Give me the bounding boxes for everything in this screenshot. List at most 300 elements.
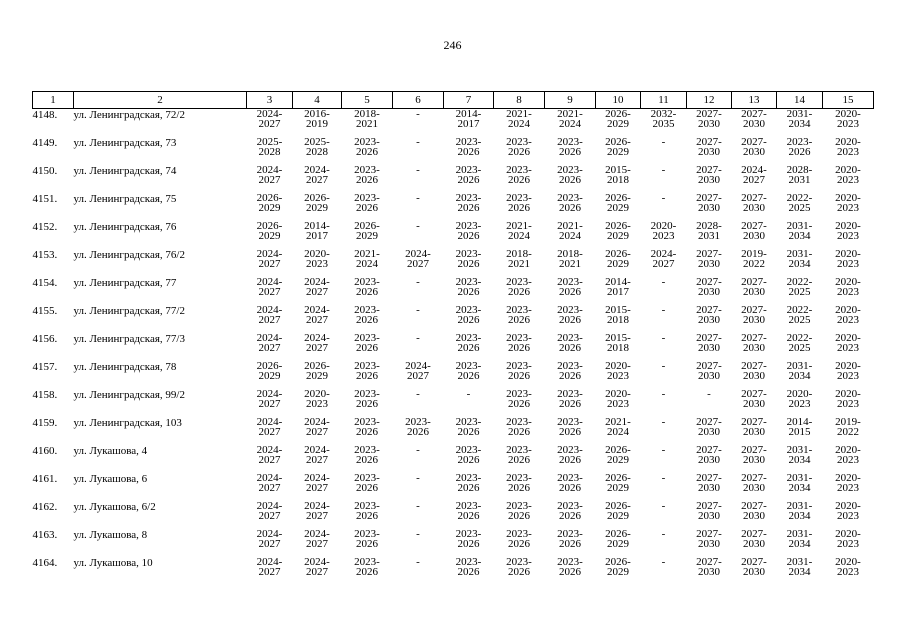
- period-line: 2027-: [741, 276, 767, 288]
- column-header: 14: [777, 92, 823, 109]
- period-line: -: [661, 192, 666, 204]
- period-line: -: [416, 332, 420, 344]
- period-cell: [823, 109, 874, 138]
- period-line: 2023: [607, 398, 629, 410]
- period-line: -: [661, 444, 666, 456]
- period-line: -: [416, 500, 420, 512]
- period-line: 2026-: [304, 360, 330, 372]
- period-line: 2024: [559, 118, 581, 130]
- period-line: 2024: [356, 258, 378, 270]
- period-line: 2030: [698, 510, 720, 522]
- row-number: 4163.: [32, 529, 58, 541]
- period-line: 2023: [837, 566, 859, 578]
- period-cell: [393, 165, 444, 193]
- period-line: 2029: [258, 370, 281, 382]
- table-row: [33, 165, 874, 193]
- period-cell: [545, 557, 596, 585]
- period-line: -: [416, 276, 420, 288]
- period-cell: [732, 137, 777, 165]
- period-cell: [342, 389, 393, 417]
- period-cell: [687, 361, 732, 389]
- period-line: 2026: [356, 398, 378, 410]
- period-line: -: [416, 556, 420, 568]
- period-line: 2023: [837, 398, 859, 410]
- period-cell: [393, 389, 444, 417]
- address-cell: ул. Лукашова, 8: [73, 529, 148, 541]
- column-header: 12: [687, 92, 732, 109]
- period-line: 2027: [258, 286, 281, 298]
- period-line: 2014-: [304, 220, 330, 232]
- period-line: 2023-: [557, 556, 583, 568]
- period-line: 2020-: [835, 500, 861, 512]
- period-line: 2029: [607, 482, 629, 494]
- period-cell: [687, 473, 732, 501]
- period-cell: [823, 445, 874, 473]
- period-line: 2023-: [354, 360, 380, 372]
- period-line: 2020-: [835, 556, 861, 568]
- period-line: 2027-: [741, 472, 767, 484]
- period-line: 2021-: [605, 416, 631, 428]
- period-line: 2027-: [696, 248, 722, 260]
- period-line: 2023: [837, 118, 859, 130]
- period-cell: [687, 389, 732, 417]
- period-line: -: [661, 304, 666, 316]
- period-cell: [444, 277, 494, 305]
- period-cell: [732, 305, 777, 333]
- period-line: 2026: [356, 286, 378, 298]
- period-line: 2023-: [506, 136, 532, 148]
- period-line: 2026: [457, 426, 480, 438]
- period-line: 2030: [743, 370, 765, 382]
- period-cell: [342, 221, 393, 249]
- period-cell: [545, 529, 596, 557]
- period-line: 2027: [306, 342, 328, 354]
- repair-schedule-table: [32, 91, 874, 585]
- period-cell: [293, 333, 342, 361]
- period-cell: [494, 557, 545, 585]
- period-cell: [596, 193, 641, 221]
- period-line: 2023-: [354, 556, 380, 568]
- period-line: 2021: [356, 118, 378, 130]
- period-line: 2026: [356, 426, 378, 438]
- period-line: 2026: [457, 314, 480, 326]
- address-cell: ул. Лукашова, 4: [73, 445, 148, 457]
- period-cell: [247, 529, 293, 557]
- period-cell: [732, 473, 777, 501]
- period-line: 2023: [837, 230, 859, 242]
- period-line: 2020-: [835, 304, 861, 316]
- period-line: 2023: [306, 258, 328, 270]
- period-line: -: [416, 164, 420, 176]
- period-line: 2024-: [256, 304, 283, 316]
- period-cell: [342, 361, 393, 389]
- period-line: 2023-: [557, 332, 583, 344]
- table-body: [33, 109, 874, 586]
- period-line: 2020-: [835, 444, 861, 456]
- period-cell: [293, 109, 342, 138]
- period-line: 2026: [508, 370, 530, 382]
- period-line: 2026: [457, 202, 480, 214]
- period-line: -: [416, 220, 420, 232]
- period-line: 2026: [457, 286, 480, 298]
- period-line: 2029: [306, 202, 328, 214]
- period-line: 2025-: [256, 136, 283, 148]
- period-line: 2030: [743, 510, 765, 522]
- period-line: 2026-: [256, 360, 283, 372]
- period-line: 2023-: [506, 472, 532, 484]
- row-number: 4155.: [32, 305, 58, 317]
- period-cell: [293, 529, 342, 557]
- period-line: -: [661, 472, 666, 484]
- period-line: 2024: [508, 118, 530, 130]
- period-cell: [777, 277, 823, 305]
- period-line: 2021: [559, 258, 581, 270]
- period-line: 2024-: [256, 332, 283, 344]
- period-line: 2027-: [696, 416, 722, 428]
- period-line: 2034: [788, 454, 811, 466]
- period-cell: [293, 389, 342, 417]
- period-cell: [444, 445, 494, 473]
- period-cell: [545, 389, 596, 417]
- period-line: 2023-: [354, 332, 380, 344]
- period-cell: [393, 529, 444, 557]
- period-line: 2022-: [786, 192, 813, 204]
- period-cell: [293, 305, 342, 333]
- period-cell: [494, 221, 545, 249]
- period-line: 2023: [837, 482, 859, 494]
- period-cell: [247, 361, 293, 389]
- period-line: 2035: [652, 118, 675, 130]
- period-line: 2024-: [256, 528, 283, 540]
- period-cell: [641, 501, 687, 529]
- period-line: 2026: [457, 230, 480, 242]
- period-cell: [641, 193, 687, 221]
- period-line: 2031-: [786, 472, 813, 484]
- period-line: 2024-: [304, 556, 330, 568]
- period-line: 2023-: [506, 416, 532, 428]
- period-line: 2029: [607, 230, 629, 242]
- period-cell: [494, 165, 545, 193]
- period-line: 2021: [508, 258, 530, 270]
- period-line: 2029: [306, 370, 328, 382]
- period-line: 2026: [559, 202, 581, 214]
- table-row: [33, 305, 874, 333]
- period-line: 2031-: [786, 556, 813, 568]
- period-line: 2030: [698, 314, 720, 326]
- row-number: 4160.: [32, 445, 58, 457]
- period-line: 2032-: [650, 108, 677, 120]
- period-line: 2027-: [696, 444, 722, 456]
- table-row: [33, 333, 874, 361]
- period-line: 2023-: [354, 304, 380, 316]
- period-cell: [596, 109, 641, 138]
- period-line: 2027: [258, 454, 281, 466]
- period-line: 2027-: [741, 416, 767, 428]
- period-line: 2018: [607, 342, 629, 354]
- period-line: 2020-: [304, 388, 330, 400]
- row-number: 4164.: [32, 557, 58, 569]
- period-cell: [687, 417, 732, 445]
- period-line: 2017: [306, 230, 328, 242]
- period-cell: [342, 305, 393, 333]
- period-line: 2024-: [304, 528, 330, 540]
- period-line: 2018: [607, 314, 629, 326]
- period-cell: [494, 417, 545, 445]
- period-line: 2027-: [741, 360, 767, 372]
- period-line: 2027-: [696, 108, 722, 120]
- period-line: 2025: [788, 342, 811, 354]
- period-cell: [687, 501, 732, 529]
- period-line: -: [661, 500, 666, 512]
- period-line: 2027-: [741, 388, 767, 400]
- period-line: 2023: [837, 370, 859, 382]
- period-cell: [732, 221, 777, 249]
- period-cell: [641, 333, 687, 361]
- period-line: 2027-: [696, 472, 722, 484]
- period-cell: [732, 445, 777, 473]
- period-cell: [732, 361, 777, 389]
- period-cell: [342, 109, 393, 138]
- period-cell: [596, 165, 641, 193]
- period-cell: [545, 221, 596, 249]
- period-line: 2027-: [741, 528, 767, 540]
- period-cell: [641, 277, 687, 305]
- period-cell: [494, 501, 545, 529]
- period-line: 2024: [607, 426, 629, 438]
- period-cell: [342, 165, 393, 193]
- period-cell: [777, 333, 823, 361]
- period-line: 2027: [407, 258, 429, 270]
- period-line: 2023: [837, 286, 859, 298]
- period-line: 2023-: [354, 500, 380, 512]
- period-line: 2030: [698, 146, 720, 158]
- period-cell: [687, 305, 732, 333]
- period-line: 2026-: [304, 192, 330, 204]
- period-line: 2015-: [605, 164, 631, 176]
- period-cell: [596, 417, 641, 445]
- period-cell: [545, 501, 596, 529]
- period-line: 2018-: [557, 248, 583, 260]
- period-line: 2026: [788, 146, 811, 158]
- period-line: 2027-: [741, 444, 767, 456]
- period-line: 2026: [508, 202, 530, 214]
- column-header: 9: [545, 92, 596, 109]
- period-line: 2027-: [741, 108, 767, 120]
- row-number: 4148.: [32, 109, 58, 121]
- period-line: 2027-: [696, 192, 722, 204]
- period-line: 2027: [258, 482, 281, 494]
- period-line: 2020-: [835, 528, 861, 540]
- period-cell: [342, 501, 393, 529]
- period-line: 2014-: [605, 276, 631, 288]
- period-cell: [823, 417, 874, 445]
- period-line: -: [416, 136, 420, 148]
- period-cell: [777, 361, 823, 389]
- period-cell: [444, 529, 494, 557]
- period-cell: [732, 389, 777, 417]
- period-cell: [247, 445, 293, 473]
- period-line: 2024-: [304, 276, 330, 288]
- period-line: 2031-: [786, 500, 813, 512]
- period-line: 2025: [788, 202, 811, 214]
- period-cell: [342, 529, 393, 557]
- period-cell: [687, 221, 732, 249]
- period-line: 2023-: [557, 528, 583, 540]
- period-line: 2023-: [786, 136, 813, 148]
- period-line: 2027-: [696, 556, 722, 568]
- period-line: 2023-: [354, 444, 380, 456]
- period-cell: [342, 557, 393, 585]
- period-line: 2020-: [835, 248, 861, 260]
- row-number: 4162.: [32, 501, 58, 513]
- period-line: 2026: [457, 258, 480, 270]
- period-cell: [545, 445, 596, 473]
- period-cell: [596, 445, 641, 473]
- period-line: 2024-: [304, 500, 330, 512]
- period-cell: [687, 529, 732, 557]
- table-row: [33, 109, 874, 138]
- period-line: 2026-: [605, 220, 631, 232]
- period-cell: [545, 361, 596, 389]
- period-cell: [777, 193, 823, 221]
- page-number: 246: [443, 38, 462, 52]
- period-line: 2026: [508, 398, 530, 410]
- period-cell: [494, 361, 545, 389]
- period-cell: [393, 193, 444, 221]
- period-cell: [494, 193, 545, 221]
- period-line: 2028: [306, 146, 328, 158]
- period-line: 2021-: [354, 248, 380, 260]
- period-line: 2023-: [455, 192, 482, 204]
- period-line: 2027: [306, 454, 328, 466]
- period-cell: [545, 305, 596, 333]
- column-header: 11: [641, 92, 687, 109]
- period-line: 2024-: [304, 444, 330, 456]
- period-cell: [393, 109, 444, 138]
- period-cell: [444, 557, 494, 585]
- period-line: 2030: [743, 482, 765, 494]
- period-line: 2023-: [506, 332, 532, 344]
- period-cell: [545, 417, 596, 445]
- period-cell: [777, 417, 823, 445]
- period-line: 2027-: [741, 556, 767, 568]
- period-cell: [732, 165, 777, 193]
- period-cell: [393, 249, 444, 277]
- period-line: 2014-: [786, 416, 813, 428]
- period-line: -: [661, 136, 666, 148]
- period-line: 2034: [788, 370, 811, 382]
- period-line: 2026: [559, 398, 581, 410]
- period-line: 2023-: [506, 304, 532, 316]
- period-cell: [247, 277, 293, 305]
- period-line: 2026: [508, 538, 530, 550]
- period-line: 2023-: [557, 472, 583, 484]
- period-line: 2023: [837, 454, 859, 466]
- period-cell: [823, 221, 874, 249]
- period-line: 2026: [508, 342, 530, 354]
- period-line: 2023: [788, 398, 811, 410]
- period-cell: [823, 529, 874, 557]
- period-cell: [444, 417, 494, 445]
- period-line: 2027: [306, 482, 328, 494]
- period-line: 2024-: [256, 416, 283, 428]
- period-line: 2026-: [605, 136, 631, 148]
- period-line: 2023-: [557, 192, 583, 204]
- period-line: 2029: [607, 258, 629, 270]
- address-cell: ул. Ленинградская, 76/2: [73, 249, 185, 261]
- period-cell: [247, 501, 293, 529]
- address-cell: ул. Лукашова, 6: [73, 473, 148, 485]
- period-line: 2020-: [835, 276, 861, 288]
- period-cell: [393, 501, 444, 529]
- period-line: 2026: [559, 426, 581, 438]
- period-cell: [596, 137, 641, 165]
- period-line: 2026: [559, 454, 581, 466]
- period-line: 2023-: [506, 556, 532, 568]
- period-line: 2019: [306, 118, 328, 130]
- period-line: 2026: [559, 174, 581, 186]
- period-cell: [687, 165, 732, 193]
- period-line: 2019-: [741, 248, 767, 260]
- period-cell: [596, 333, 641, 361]
- period-cell: [823, 501, 874, 529]
- period-line: 2026: [508, 146, 530, 158]
- period-cell: [732, 249, 777, 277]
- period-cell: [393, 305, 444, 333]
- period-line: 2030: [698, 566, 720, 578]
- period-line: 2024-: [256, 164, 283, 176]
- period-cell: [687, 137, 732, 165]
- table-row: [33, 137, 874, 165]
- period-cell: [342, 445, 393, 473]
- period-line: 2023-: [506, 500, 532, 512]
- period-line: 2023-: [354, 388, 380, 400]
- period-line: 2027: [258, 314, 281, 326]
- period-cell: [732, 529, 777, 557]
- row-number: 4157.: [32, 361, 58, 373]
- period-line: 2023-: [455, 136, 482, 148]
- period-line: 2023-: [455, 332, 482, 344]
- period-line: 2019-: [835, 416, 861, 428]
- column-header: 10: [596, 92, 641, 109]
- period-line: 2030: [698, 454, 720, 466]
- period-cell: [823, 249, 874, 277]
- table-row: [33, 417, 874, 445]
- period-cell: [293, 277, 342, 305]
- period-cell: [823, 389, 874, 417]
- row-number: 4156.: [32, 333, 58, 345]
- period-line: 2026: [356, 482, 378, 494]
- period-cell: [596, 529, 641, 557]
- period-line: 2030: [698, 118, 720, 130]
- table-row: [33, 249, 874, 277]
- period-cell: [732, 333, 777, 361]
- period-line: 2023-: [455, 248, 482, 260]
- period-line: 2025: [788, 314, 811, 326]
- period-line: 2023-: [506, 164, 532, 176]
- period-cell: [342, 417, 393, 445]
- period-line: 2023-: [557, 388, 583, 400]
- period-cell: [247, 557, 293, 585]
- period-line: 2026: [508, 566, 530, 578]
- table-row: [33, 389, 874, 417]
- period-line: 2034: [788, 538, 811, 550]
- period-line: 2023-: [506, 276, 532, 288]
- period-line: 2015-: [605, 304, 631, 316]
- period-line: 2034: [788, 230, 811, 242]
- period-line: 2029: [607, 118, 629, 130]
- period-cell: [247, 165, 293, 193]
